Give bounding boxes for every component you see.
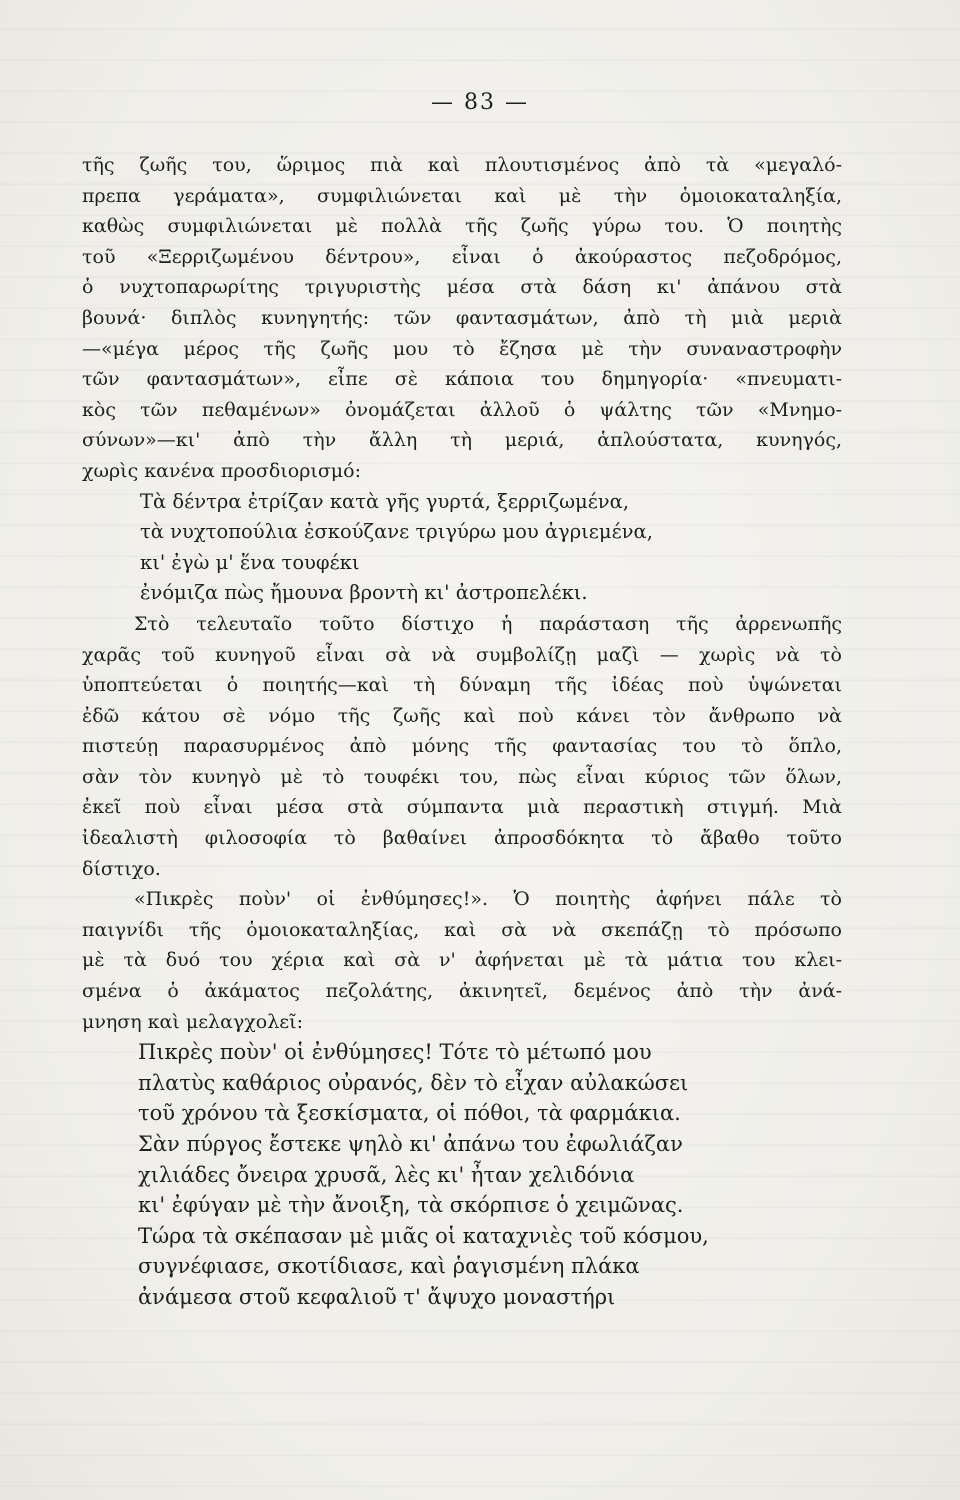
text-line: δίστιχο. — [82, 857, 161, 880]
text-line: πρεπα γεράματα», συμφιλιώνεται καὶ μὲ τὴν ὁμοιοκαταληξία, — [82, 184, 842, 207]
text-line: σμένα ὁ ἀκάματος πεζολάτης, ἀκινητεῖ, δεμένος ἀπὸ τὴν ἀνά- — [82, 980, 842, 1003]
text-line: ἐκεῖ ποὺ εἶναι μέσα στὰ σύμπαντα μιὰ περαστικὴ στιγμή. Μιὰ — [82, 796, 842, 819]
verse-line: ἀνάμεσα στοῦ κεφαλιοῦ τ' ἄψυχο μοναστήρι — [138, 1284, 616, 1309]
text-line: τοῦ «Ξερριζωμένου δέντρου», εἶναι ὁ ἀκούραστος πεζοδρόμος, — [82, 245, 842, 268]
text-line: ἰδεαλιστὴ φιλοσοφία τὸ βαθαίνει ἀπροσδόκητα τὸ ἄβαθο τοῦτο — [82, 827, 842, 850]
text-line: βουνά· διπλὸς κυνηγητής: τῶν φαντασμάτων, ἀπὸ τὴ μιὰ μεριὰ — [82, 306, 842, 329]
verse-line: ἐνόμιζα πὼς ἤμουνα βροντὴ κι' ἀστροπελέκι. — [140, 581, 588, 605]
text-line: Στὸ τελευταῖο τοῦτο δίστιχο ἡ παράσταση τῆς ἀρρενωπῆς — [134, 612, 842, 635]
verse-line: Τώρα τὰ σκέπασαν μὲ μιᾶς οἱ καταχνιὲς τοῦ κόσμου, — [138, 1223, 709, 1248]
text-line: τῶν φαντασμάτων», εἶπε σὲ κάποια του δημηγορία· «πνευματι- — [82, 368, 842, 391]
verse-line: Τὰ δέντρα ἐτρίζαν κατὰ γῆς γυρτά, ξερριζωμένα, — [140, 489, 630, 513]
text-line: —«μέγα μέρος τῆς ζωῆς μου τὸ ἔζησα μὲ τὴν συναναστροφὴν — [82, 337, 842, 360]
text-line: μὲ τὰ δυό του χέρια καὶ σὰ ν' ἀφήνεται μὲ τὰ μάτια του κλει- — [82, 949, 842, 972]
text-line: καθὼς συμφιλιώνεται μὲ πολλὰ τῆς ζωῆς γύρω του. Ὁ ποιητὴς — [82, 215, 842, 238]
text-line: κὸς τῶν πεθαμένων» ὀνομάζεται ἀλλοῦ ὁ ψάλτης τῶν «Μνημο- — [82, 398, 842, 421]
verse-line: τὰ νυχτοπούλια ἐσκούζανε τριγύρω μου ἀγριεμένα, — [140, 520, 653, 544]
text-line: ὁ νυχτοπαρωρίτης τριγυριστὴς μέσα στὰ δάση κι' ἀπάνου στὰ — [82, 276, 842, 299]
text-line: μνηση καὶ μελαγχολεῖ: — [82, 1010, 303, 1033]
body-text — [82, 150, 842, 1313]
page-number: — 83 — — [431, 90, 529, 115]
text-line: χαρᾶς τοῦ κυνηγοῦ εἶναι σὰ νὰ συμβολίζῃ μαζὶ — χωρὶς νὰ τὸ — [82, 643, 842, 666]
verse-line: πλατὺς καθάριος οὐρανός, δὲν τὸ εἶχαν αὐλακώσει — [138, 1070, 689, 1095]
verse-line: Πικρὲς ποὺν' οἱ ἐνθύμησες! Τότε τὸ μέτωπό μου — [138, 1040, 652, 1065]
verse-line: κι' ἐφύγαν μὲ τὴν ἄνοιξη, τὰ σκόρπισε ὁ χειμῶνας. — [138, 1193, 684, 1218]
text-line: «Πικρὲς ποὺν' οἱ ἐνθύμησες!». Ὁ ποιητὴς ἀφήνει πάλε τὸ — [134, 888, 842, 911]
text-line: ὑποπτεύεται ὁ ποιητής—καὶ τὴ δύναμη τῆς ἰδέας ποὺ ὑψώνεται — [82, 674, 842, 697]
verse-line: τοῦ χρόνου τὰ ξεσκίσματα, οἱ πόθοι, τὰ φαρμάκια. — [138, 1101, 681, 1126]
text-line: ἐδῶ κάτου σὲ νόμο τῆς ζωῆς καὶ ποὺ κάνει τὸν ἄνθρωπο νὰ — [82, 704, 842, 727]
verse-line: χιλιάδες ὄνειρα χρυσᾶ, λὲς κι' ἦταν χελιδόνια — [138, 1162, 635, 1187]
text-line: χωρὶς κανένα προσδιορισμό: — [82, 459, 361, 482]
verse-line: συγνέφιασε, σκοτίδιασε, καὶ ῥαγισμένη πλάκα — [138, 1254, 640, 1279]
text-line: τῆς ζωῆς του, ὥριμος πιὰ καὶ πλουτισμένος ἀπὸ τὰ «μεγαλό- — [82, 154, 842, 176]
text-line: σύνων»—κι' ἀπὸ τὴν ἄλλη τὴ μεριά, ἁπλούστατα, κυνηγός, — [82, 429, 842, 452]
text-line: πιστεύῃ παρασυρμένος ἀπὸ μόνης τῆς φαντασίας του τὸ ὅπλο, — [82, 735, 842, 758]
text-line: σὰν τὸν κυνηγὸ μὲ τὸ τουφέκι του, πὼς εἶναι κύριος τῶν ὅλων, — [82, 765, 842, 788]
verse-line: Σὰν πύργος ἔστεκε ψηλὸ κι' ἀπάνω του ἐφωλιάζαν — [138, 1132, 683, 1156]
text-line: παιγνίδι τῆς ὁμοιοκαταληξίας, καὶ σὰ νὰ σκεπάζῃ τὸ πρόσωπο — [82, 918, 842, 941]
verse-line: κι' ἐγὼ μ' ἕνα τουφέκι — [140, 550, 360, 574]
